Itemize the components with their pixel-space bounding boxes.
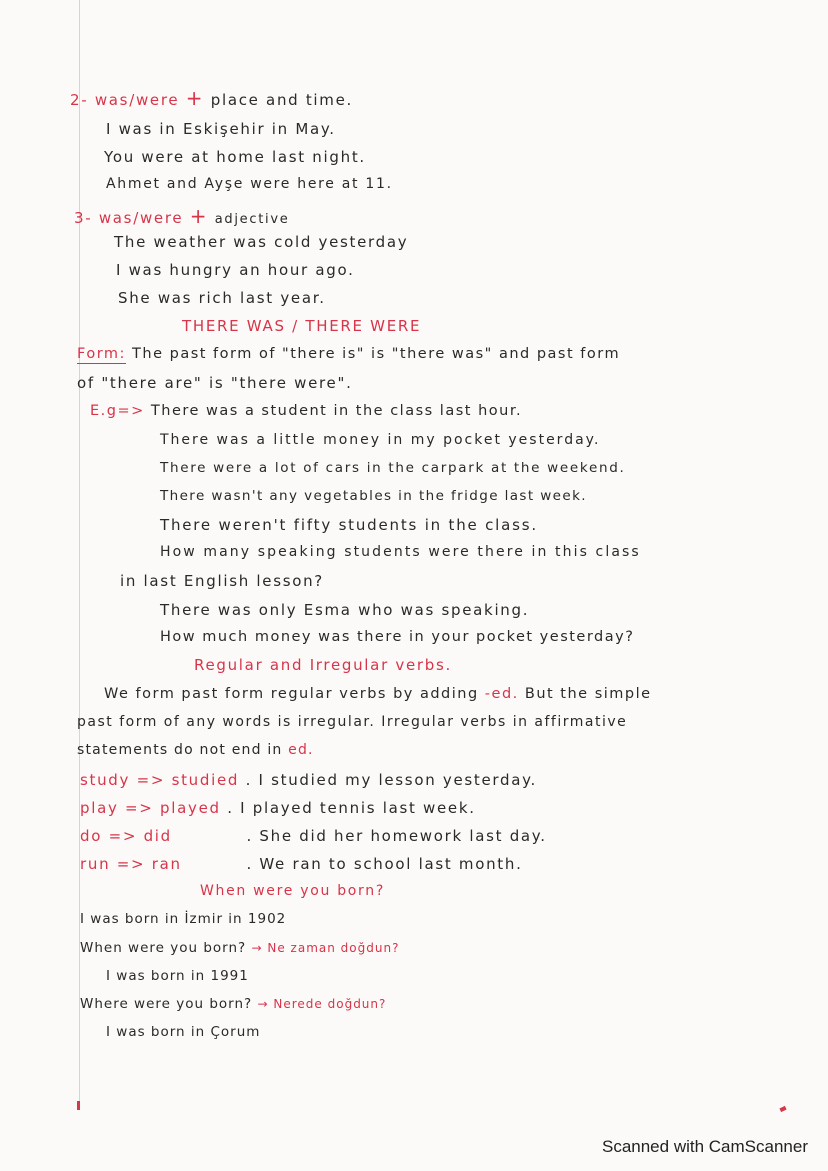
- paragraph-line: [104, 686, 652, 702]
- section-3-heading: [74, 204, 289, 228]
- form-text: The past form of "there is" is "there was" and past form: [132, 346, 621, 362]
- example-line: There weren't fifty students in the class.: [160, 516, 538, 534]
- example-line: [90, 403, 522, 419]
- example-line: There wasn't any vegetables in the fridge last week.: [160, 488, 587, 504]
- example-line: I was in Eskişehir in May.: [106, 120, 336, 138]
- born-line: [80, 996, 386, 1012]
- eg-label: E.g=>: [90, 403, 145, 419]
- example-line: I was hungry an hour ago.: [116, 261, 355, 279]
- example-line: There was a little money in my pocket yesterday.: [160, 432, 601, 448]
- example-line: There were a lot of cars in the carpark at the weekend.: [160, 460, 626, 476]
- born-line: I was born in İzmir in 1902: [80, 911, 287, 927]
- example-line: How many speaking students were there in this class: [160, 544, 641, 560]
- paragraph-text: statements do not end in: [77, 742, 283, 758]
- example-line: The weather was cold yesterday: [114, 233, 409, 251]
- there-was-title: THERE WAS / THERE WERE: [182, 317, 422, 335]
- born-translation: → Nerede doğdun?: [257, 997, 387, 1011]
- form-label: Form:: [77, 346, 126, 362]
- regular-verbs-title: Regular and Irregular verbs.: [194, 656, 452, 674]
- verb-form: run => ran: [80, 855, 182, 873]
- born-question: Where were you born?: [80, 996, 253, 1012]
- scanner-watermark: Scanned with CamScanner: [601, 1137, 808, 1156]
- verb-sentence: . I played tennis last week.: [227, 799, 476, 817]
- section-2-rest: place and time.: [210, 91, 354, 109]
- example-text: There was a student in the class last hour.: [150, 403, 523, 419]
- paragraph-text: We form past form regular verbs by adding: [104, 686, 479, 702]
- example-line: How much money was there in your pocket yesterday?: [160, 629, 635, 645]
- verb-sentence: . I studied my lesson yesterday.: [245, 771, 538, 789]
- born-translation: → Ne zaman doğdun?: [251, 941, 400, 955]
- section-3-rest: adjective: [214, 212, 290, 227]
- verb-sentence: . She did her homework last day.: [246, 827, 547, 845]
- ed-suffix: -ed.: [484, 686, 519, 702]
- ed-suffix: ed.: [288, 742, 314, 758]
- form-line-2: of "there are" is "there were".: [77, 374, 353, 392]
- section-3-label: 3- was/were: [74, 209, 184, 227]
- example-text: in last English lesson?: [120, 572, 324, 590]
- plus-sign: +: [185, 86, 205, 110]
- example-line: She was rich last year.: [118, 289, 326, 307]
- verb-row: [80, 799, 476, 817]
- example-line: [120, 572, 324, 590]
- verb-form: play => played: [80, 799, 221, 817]
- verb-sentence: . We ran to school last month.: [246, 855, 523, 873]
- example-line: You were at home last night.: [104, 148, 366, 166]
- verb-form: do => did: [80, 827, 172, 845]
- verb-row: [80, 855, 523, 873]
- example-line: There was only Esma who was speaking.: [160, 601, 530, 619]
- born-question: When were you born?: [80, 940, 247, 956]
- form-line: [77, 346, 620, 362]
- born-line: I was born in 1991: [106, 968, 249, 984]
- born-title: When were you born?: [200, 883, 385, 899]
- paragraph-line: past form of any words is irregular. Irregular verbs in affirmative: [77, 714, 628, 730]
- margin-mark: [77, 1101, 80, 1110]
- example-line: Ahmet and Ayşe were here at 11.: [106, 176, 393, 192]
- verb-form: study => studied: [80, 771, 240, 789]
- plus-sign: +: [189, 204, 209, 228]
- section-2-label: 2- was/were: [70, 91, 180, 109]
- verb-row: [80, 827, 547, 845]
- born-line: [80, 940, 399, 956]
- section-2-heading: [70, 86, 353, 110]
- paragraph-text: But the simple: [524, 686, 652, 702]
- verb-row: [80, 771, 537, 789]
- ink-mark: [779, 1106, 786, 1112]
- paragraph-line: [77, 742, 314, 758]
- born-line: I was born in Çorum: [106, 1024, 261, 1040]
